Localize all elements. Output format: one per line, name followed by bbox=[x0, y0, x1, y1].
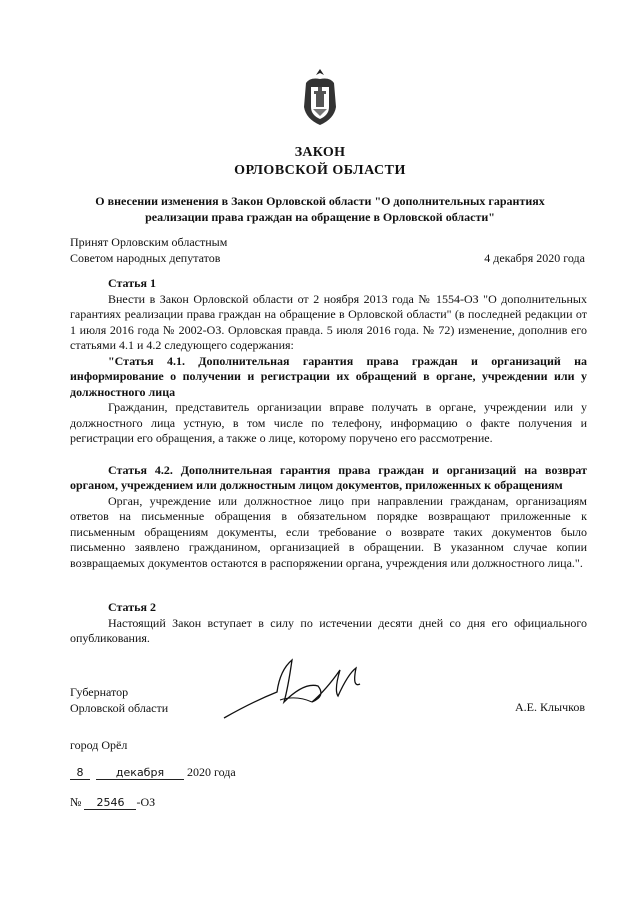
signing-year: 2020 года bbox=[187, 765, 236, 779]
article-1-heading: Статья 1 bbox=[108, 276, 156, 290]
signing-day: 8 bbox=[70, 766, 90, 780]
article-4-1-text: Гражданин, представитель организации вправе получать в органе, учреждении или у должностного лица устную, в том числе по телефону, информацию о факте получения и регистрации его обращения, а также о лице, которому поручено его рассмотрение. bbox=[70, 400, 587, 445]
article-4-2-text: Орган, учреждение или должностное лицо при направлении гражданам, организациям ответов на письменные обращения в обязательном порядке возвращают приложенные к письменным обращениям документы, если требование о возврате таких документов было письменно заявлено гражданином, организацией в обращении. В указанном случае копии возвращаемых документов остаются в распоряжении органа, учреждения или должностного лица.". bbox=[70, 493, 587, 570]
article-4-1-heading: "Статья 4.1. Дополнительная гарантия права граждан и организаций на информирование о получении и регистрации их обращений в органе, учреждении или у должностного лица bbox=[70, 353, 587, 399]
signatory-name: А.Е. Клычков bbox=[515, 700, 585, 714]
city: город Орёл bbox=[70, 738, 128, 752]
signing-month: декабря bbox=[96, 766, 184, 780]
law-title: ЗАКОН bbox=[294, 145, 346, 160]
signing-date bbox=[70, 765, 236, 780]
article-1-intro: Внести в Закон Орловской области от 2 ноября 2013 года № 1554-ОЗ "О дополнительных гарантиях реализации права граждан на обращение в Орловской области" (в последней редакции от 1 июля 2016 года № 2002-ОЗ. Орловская правда. 5 июля 2016 года. № 72) изменение, дополнив его статьями 4.1 и 4.2 следующего содержания: bbox=[70, 291, 587, 352]
article-2-text: Настоящий Закон вступает в силу по истечении десяти дней со дня его официального опубликования. bbox=[70, 615, 587, 645]
adoption-info: Принят Орловским областным Советом народных депутатов bbox=[70, 235, 228, 265]
coat-of-arms-emblem bbox=[300, 67, 340, 127]
region-title: ОРЛОВСКОЙ ОБЛАСТИ bbox=[234, 163, 406, 178]
adoption-date: 4 декабря 2020 года bbox=[484, 251, 585, 265]
governor-signature bbox=[222, 640, 362, 725]
article-2-heading: Статья 2 bbox=[108, 600, 156, 614]
article-4-2-heading: Статья 4.2. Дополнительная гарантия права граждан и организаций на возврат органом, учреждением или должностным лицом документов, приложенных к обращениям bbox=[70, 462, 587, 492]
law-number-value: 2546 bbox=[84, 796, 136, 810]
signatory-position: Губернатор Орловской области bbox=[70, 685, 169, 715]
article-1 bbox=[70, 276, 587, 571]
law-subtitle: О внесении изменения в Закон Орловской области "О дополнительных гарантиях реализации права граждан на обращение в Орловской области" bbox=[95, 194, 545, 224]
law-number: № 2546 -ОЗ bbox=[70, 795, 156, 809]
